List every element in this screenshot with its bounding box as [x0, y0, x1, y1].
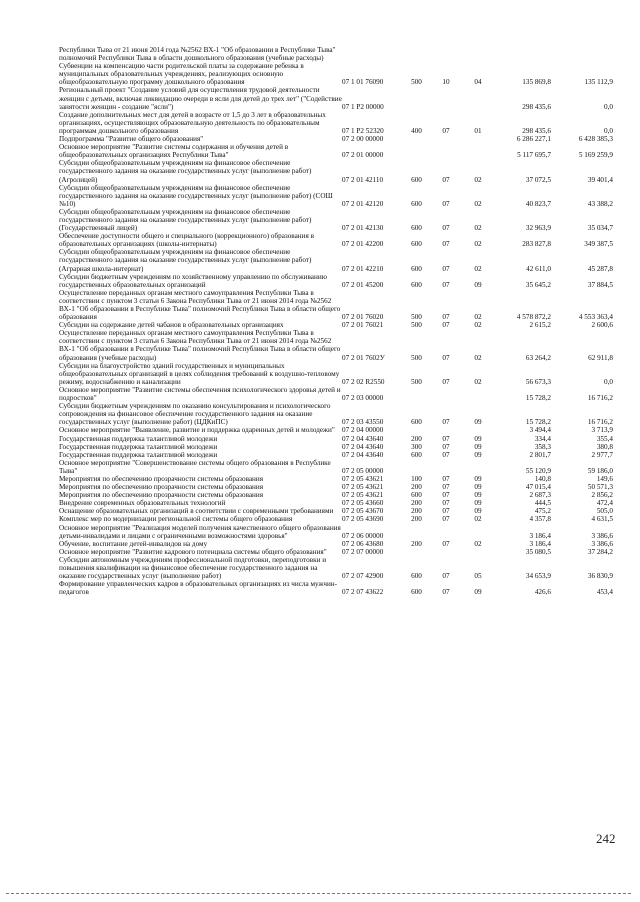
table-row [59, 402, 629, 426]
target-article-code: 07 2 05 43660 [342, 499, 384, 508]
amount-year-1: 4 357,8 [529, 515, 551, 524]
section-code: 07 [442, 313, 450, 322]
amount-year-1: 5 117 695,7 [517, 151, 551, 160]
expense-type-code: 600 [411, 450, 422, 459]
item-name: Основное мероприятие "Развитие кадрового потенциала системы общего образования" [59, 547, 327, 556]
amount-year-2: 43 388,2 [587, 199, 613, 208]
target-article-code: 07 1 P2 52320 [342, 126, 384, 135]
table-row [59, 232, 629, 248]
subsection-code: 02 [474, 224, 482, 233]
amount-year-2: 6 428 385,3 [578, 135, 613, 144]
amount-year-2: 472,4 [596, 499, 613, 508]
amount-year-1: 140,8 [534, 474, 551, 483]
amount-year-1: 4 578 872,2 [516, 313, 551, 322]
target-article-code: 07 2 05 43670 [342, 507, 384, 516]
section-code: 07 [442, 224, 450, 233]
item-name: Осуществление переданных органам местного самоуправления Республики Тыва в соответствии с пунктом 3 статьи 6 Закона Республики Тыва от 21 июня 2014 года №2562 ВХ-1 "Об образовании в Республике Тыва" полномочий Республики Тыва в области общего образования (учебные расходы) [59, 329, 341, 362]
table-row [59, 289, 629, 321]
table-row [59, 435, 629, 443]
item-name: Субсидии общеобразовательным учреждениям на финансовое обеспечение государственного задания на оказание государственных услуг (выполнение работ) (Агролицей) [59, 159, 312, 184]
table-row [59, 548, 629, 556]
section-code: 07 [442, 483, 450, 492]
amount-year-2: 3 713,9 [591, 426, 613, 435]
section-code: 07 [442, 240, 450, 249]
expense-type-code: 200 [411, 434, 422, 443]
expense-type-code: 500 [411, 377, 422, 386]
section-code: 07 [442, 126, 450, 135]
amount-year-1: 283 827,8 [522, 240, 551, 249]
subsection-code: 04 [474, 78, 482, 87]
table-row [59, 524, 629, 540]
table-row [59, 184, 629, 208]
amount-year-1: 444,5 [534, 499, 551, 508]
expense-type-code: 600 [411, 224, 422, 233]
expense-type-code: 500 [411, 353, 422, 362]
item-name: Основное мероприятие "Реализация моделей получения качественного общего образования детьми-инвалидами и лицами с ограниченными возможностями здоровья" [59, 523, 341, 540]
page-number: 242 [596, 831, 616, 846]
section-code: 07 [442, 199, 450, 208]
target-article-code: 07 1 P2 00000 [342, 102, 384, 111]
expense-type-code: 600 [411, 240, 422, 249]
expense-type-code: 600 [411, 418, 422, 427]
amount-year-1: 32 963,9 [525, 224, 551, 233]
target-article-code: 07 2 05 43621 [342, 474, 384, 483]
subsection-code: 09 [474, 507, 482, 516]
section-code: 10 [442, 78, 450, 87]
target-article-code: 07 2 03 00000 [342, 394, 384, 403]
target-article-code: 07 2 05 43621 [342, 491, 384, 500]
subsection-code: 02 [474, 353, 482, 362]
target-article-code: 07 2 06 43680 [342, 539, 384, 548]
section-code: 07 [442, 450, 450, 459]
section-code: 07 [442, 280, 450, 289]
item-name: Основное мероприятие "Развитие системы обеспечения психологического здоровья детей и подростков" [59, 385, 341, 403]
table-row [59, 46, 629, 62]
section-code: 07 [442, 572, 450, 581]
amount-year-2: 3 386,6 [591, 539, 613, 548]
item-name: Обучение, воспитание детей-инвалидов на дому [59, 539, 208, 548]
scan-edge-line [6, 893, 631, 894]
expense-type-code: 400 [411, 126, 422, 135]
table-row [59, 386, 629, 402]
item-name: Мероприятия по обеспечению прозрачности системы образования [59, 491, 264, 500]
amount-year-1: 37 072,5 [525, 175, 551, 184]
target-article-code: 07 2 01 45200 [342, 280, 384, 289]
target-article-code: 07 2 01 42110 [342, 175, 384, 184]
subsection-code: 09 [474, 280, 482, 289]
amount-year-1: 2 801,7 [529, 450, 551, 459]
amount-year-1: 63 264,2 [525, 353, 551, 362]
table-row [59, 491, 629, 499]
table-row [59, 362, 629, 386]
amount-year-1: 298 435,6 [522, 126, 551, 135]
target-article-code: 07 2 04 43640 [342, 434, 384, 443]
amount-year-2: 349 387,5 [584, 240, 613, 249]
expense-type-code: 200 [411, 507, 422, 516]
expense-type-code: 600 [411, 588, 422, 597]
amount-year-2: 37 884,5 [587, 280, 613, 289]
amount-year-1: 2 615,2 [529, 321, 551, 330]
target-article-code: 07 2 01 00000 [342, 151, 384, 160]
item-name: Государственная поддержка талантливой молодежи [59, 450, 218, 459]
amount-year-1: 3 494,4 [529, 426, 551, 435]
amount-year-1: 55 120,9 [525, 466, 551, 475]
amount-year-2: 16 716,2 [587, 418, 613, 427]
amount-year-2: 36 830,9 [587, 572, 613, 581]
section-code: 07 [442, 507, 450, 516]
target-article-code: 07 2 07 00000 [342, 547, 384, 556]
subsection-code: 05 [474, 572, 482, 581]
item-name: Субсидии на содержание детей чабанов в образовательных организациях [59, 321, 284, 330]
item-name: Региональный проект "Создание условий для осуществления трудовой деятельности женщин с детьми, включая ликвидацию очереди в ясли для детей до трех лет" ("Содействие занятости женщин - создание "ясли") [59, 86, 342, 111]
table-row [59, 248, 629, 272]
table-row [59, 426, 629, 434]
table-row [59, 475, 629, 483]
amount-year-1: 475,2 [534, 507, 551, 516]
amount-year-1: 40 823,7 [525, 199, 551, 208]
amount-year-1: 334,4 [534, 434, 551, 443]
amount-year-1: 42 611,0 [526, 264, 551, 273]
expense-type-code: 600 [411, 175, 422, 184]
amount-year-1: 298 435,6 [522, 102, 551, 111]
expense-type-code: 200 [411, 515, 422, 524]
amount-year-2: 380,8 [596, 442, 613, 451]
item-name: Субвенции на компенсацию части родительской платы за содержание ребенка в муниципальных образовательных учреждениях, реализующих основную общеобразовательную программу дошкольного образования [59, 62, 304, 87]
table-row [59, 62, 629, 86]
target-article-code: 07 2 02 R2550 [342, 377, 385, 386]
amount-year-1: 56 673,3 [525, 377, 551, 386]
amount-year-1: 358,3 [534, 442, 551, 451]
amount-year-1: 15 728,2 [525, 418, 551, 427]
item-name: Субсидии общеобразовательным учреждениям на финансовое обеспечение государственного задания на оказание государственных услуг (выполнение работ) (СОШ №10) [59, 183, 333, 208]
expense-type-code: 600 [411, 491, 422, 500]
item-name: Субсидии бюджетным учреждениям по оказанию консультирования и психологического сопровождения на финансовое обеспечение государственного задания на оказание государственных услуг (выполнение работ) (ЦДКиПС) [59, 402, 331, 427]
section-code: 07 [442, 499, 450, 508]
table-row [59, 499, 629, 507]
amount-year-2: 35 034,7 [587, 224, 613, 233]
expense-type-code: 600 [411, 264, 422, 273]
item-name: Оснащение образовательных организаций в соответствии с современными требованиями [59, 507, 334, 516]
amount-year-2: 505,0 [596, 507, 613, 516]
amount-year-2: 4 553 363,4 [578, 313, 613, 322]
section-code: 07 [442, 264, 450, 273]
target-article-code: 07 2 01 42120 [342, 199, 384, 208]
section-code: 07 [442, 474, 450, 483]
amount-year-2: 453,4 [596, 588, 613, 597]
table-row [59, 483, 629, 491]
section-code: 07 [442, 321, 450, 330]
item-name: Основное мероприятие "Выявление, развитие и поддержка одаренных детей и молодежи" [59, 426, 335, 435]
target-article-code: 07 2 01 76020 [342, 313, 384, 322]
subsection-code: 09 [474, 491, 482, 500]
amount-year-1: 2 687,3 [529, 491, 551, 500]
item-name: Мероприятия по обеспечению прозрачности системы образования [59, 474, 264, 483]
target-article-code: 07 2 07 42900 [342, 572, 384, 581]
item-name: Субсидии бюджетным учреждениям по хозяйственному управлению по обслуживанию государственных образовательных организаций [59, 272, 328, 289]
table-row [59, 135, 629, 143]
subsection-code: 09 [474, 588, 482, 597]
item-name: Мероприятия по обеспечению прозрачности системы образования [59, 483, 264, 492]
expense-type-code: 600 [411, 572, 422, 581]
amount-year-1: 35 080,5 [525, 547, 551, 556]
expense-type-code: 600 [411, 199, 422, 208]
amount-year-2: 62 911,8 [588, 353, 613, 362]
subsection-code: 09 [474, 483, 482, 492]
budget-table [59, 46, 629, 596]
item-name: Обеспечение доступности общего и специального (коррекционного) образования в образовательных организациях (школы-интернаты) [59, 232, 314, 249]
target-article-code: 07 2 04 43640 [342, 450, 384, 459]
table-row [59, 329, 629, 361]
subsection-code: 02 [474, 539, 482, 548]
target-article-code: 07 2 05 43690 [342, 515, 384, 524]
table-row [59, 159, 629, 183]
section-code: 07 [442, 353, 450, 362]
subsection-code: 09 [474, 418, 482, 427]
target-article-code: 07 2 01 7602У [342, 353, 385, 362]
amount-year-2: 2 977,7 [591, 450, 613, 459]
target-article-code: 07 2 01 76021 [342, 321, 384, 330]
subsection-code: 02 [474, 313, 482, 322]
amount-year-2: 39 401,4 [587, 175, 613, 184]
section-code: 07 [442, 418, 450, 427]
item-name: Субсидии автономным учреждениям профессиональной подготовки, переподготовки и повышения квалификации на финансовое обеспечение государственного задания на оказание государственных услуг (выполнение работ) [59, 555, 327, 581]
item-name: Подпрограмма "Развитие общего образования" [59, 135, 204, 144]
target-article-code: 07 2 01 42200 [342, 240, 384, 249]
subsection-code: 02 [474, 175, 482, 184]
subsection-code: 09 [474, 434, 482, 443]
subsection-code: 09 [474, 474, 482, 483]
expense-type-code: 200 [411, 499, 422, 508]
table-row [59, 443, 629, 451]
expense-type-code: 500 [411, 78, 422, 87]
amount-year-2: 45 287,8 [587, 264, 613, 273]
table-row [59, 143, 629, 159]
amount-year-2: 50 571,3 [587, 483, 613, 492]
item-name: Республики Тыва от 21 июня 2014 года №2562 ВХ-1 "Об образовании в Республике Тыва" полномочий Республики Тыва в области дошкольного образования (учебные расходы) [59, 46, 336, 63]
amount-year-2: 59 186,0 [587, 466, 613, 475]
table-row [59, 273, 629, 289]
subsection-code: 09 [474, 499, 482, 508]
item-name: Основное мероприятие "Развитие системы содержания и обучения детей в общеобразовательных организациях Республики Тыва" [59, 143, 289, 160]
expense-type-code: 600 [411, 280, 422, 289]
subsection-code: 02 [474, 199, 482, 208]
amount-year-2: 4 631,5 [591, 515, 613, 524]
table-row [59, 451, 629, 459]
item-name: Государственная поддержка талантливой молодежи [59, 442, 218, 451]
expense-type-code: 500 [411, 313, 422, 322]
section-code: 07 [442, 434, 450, 443]
subsection-code: 02 [474, 515, 482, 524]
expense-type-code: 200 [411, 483, 422, 492]
table-row [59, 507, 629, 515]
amount-year-1: 6 286 227,1 [516, 135, 551, 144]
amount-year-2: 37 284,2 [587, 547, 613, 556]
item-name: Основное мероприятие "Совершенствование системы общего образования в Республике Тыва" [59, 458, 331, 475]
section-code: 07 [442, 539, 450, 548]
amount-year-2: 0,0 [604, 377, 613, 386]
amount-year-2: 5 169 259,9 [578, 151, 613, 160]
item-name: Осуществление переданных органам местного самоуправления Республики Тыва в соответствии с пунктом 3 статьи 6 Закона Республики Тыва от 21 июня 2014 года №2562 ВХ-1 "Об образовании в Республике Тыва" полномочий Республики Тыва в области общего образования [59, 288, 341, 322]
amount-year-2: 2 856,2 [591, 491, 613, 500]
amount-year-2: 0,0 [604, 102, 613, 111]
table-row [59, 208, 629, 232]
target-article-code: 07 2 05 43621 [342, 483, 384, 492]
table-row [59, 515, 629, 523]
section-code: 07 [442, 515, 450, 524]
table-row [59, 111, 629, 135]
table-row [59, 580, 629, 596]
subsection-code: 09 [474, 442, 482, 451]
item-name: Субсидии общеобразовательным учреждениям на финансовое обеспечение государственного задания на оказание государственных услуг (выполнение работ) (Государственный лицей) [59, 207, 312, 233]
subsection-code: 02 [474, 321, 482, 330]
target-article-code: 07 2 01 42130 [342, 224, 384, 233]
subsection-code: 02 [474, 264, 482, 273]
target-article-code: 07 2 00 00000 [342, 135, 384, 144]
amount-year-1: 135 869,8 [522, 78, 551, 87]
item-name: Формирование управленческих кадров в образовательных организациях из числа мужчин-педагогов [59, 580, 338, 597]
item-name: Субсидии общеобразовательным учреждениям на финансовое обеспечение государственного задания на оказание государственных услуг (выполнение работ) (Аграрная школа-интернат) [59, 248, 312, 273]
amount-year-1: 3 186,4 [529, 531, 551, 540]
amount-year-2: 149,6 [596, 474, 613, 483]
amount-year-2: 3 386,6 [591, 531, 613, 540]
amount-year-1: 47 015,4 [525, 483, 551, 492]
subsection-code: 09 [474, 450, 482, 459]
item-name: Создание дополнительных мест для детей в возрасте от 1,5 до 3 лет в образовательных организациях, осуществляющих образовательную деятельность по образовательным программам дошкольного образования [59, 110, 326, 135]
target-article-code: 07 2 07 43622 [342, 588, 384, 597]
expense-type-code: 100 [411, 474, 422, 483]
expense-type-code: 500 [411, 321, 422, 330]
item-name: Комплекс мер по модернизации региональной системы общего образования [59, 515, 293, 524]
section-code: 07 [442, 442, 450, 451]
subsection-code: 02 [474, 377, 482, 386]
amount-year-2: 2 600,6 [591, 321, 613, 330]
table-row [59, 556, 629, 580]
table-row [59, 540, 629, 548]
amount-year-1: 426,6 [534, 588, 551, 597]
amount-year-1: 34 653,9 [525, 572, 551, 581]
amount-year-2: 16 716,2 [587, 394, 613, 403]
target-article-code: 07 2 01 42210 [342, 264, 384, 273]
item-name: Субсидии на благоустройство зданий государственных и муниципальных общеобразовательных организаций в целях соблюдения требований к воздушно-тепловому режиму, водоснабжению и канализации [59, 361, 340, 386]
target-article-code: 07 2 03 43550 [342, 418, 384, 427]
section-code: 07 [442, 377, 450, 386]
target-article-code: 07 2 06 00000 [342, 531, 384, 540]
target-article-code: 07 1 01 76090 [342, 78, 384, 87]
target-article-code: 07 2 05 00000 [342, 466, 384, 475]
amount-year-1: 15 728,2 [525, 394, 551, 403]
amount-year-2: 0,0 [604, 126, 613, 135]
target-article-code: 07 2 04 43640 [342, 442, 384, 451]
table-row [59, 321, 629, 329]
amount-year-2: 355,4 [596, 434, 613, 443]
section-code: 07 [442, 175, 450, 184]
table-row [59, 459, 629, 475]
section-code: 07 [442, 588, 450, 597]
amount-year-2: 135 112,9 [584, 78, 613, 87]
amount-year-1: 3 186,4 [529, 539, 551, 548]
expense-type-code: 300 [411, 442, 422, 451]
item-name: Внедрение современных образовательных технологий [59, 499, 226, 508]
amount-year-1: 35 645,2 [525, 280, 551, 289]
target-article-code: 07 2 04 00000 [342, 426, 384, 435]
expense-type-code: 200 [411, 539, 422, 548]
section-code: 07 [442, 491, 450, 500]
table-row [59, 86, 629, 110]
item-name: Государственная поддержка талантливой молодежи [59, 434, 218, 443]
subsection-code: 02 [474, 240, 482, 249]
subsection-code: 01 [474, 126, 482, 135]
